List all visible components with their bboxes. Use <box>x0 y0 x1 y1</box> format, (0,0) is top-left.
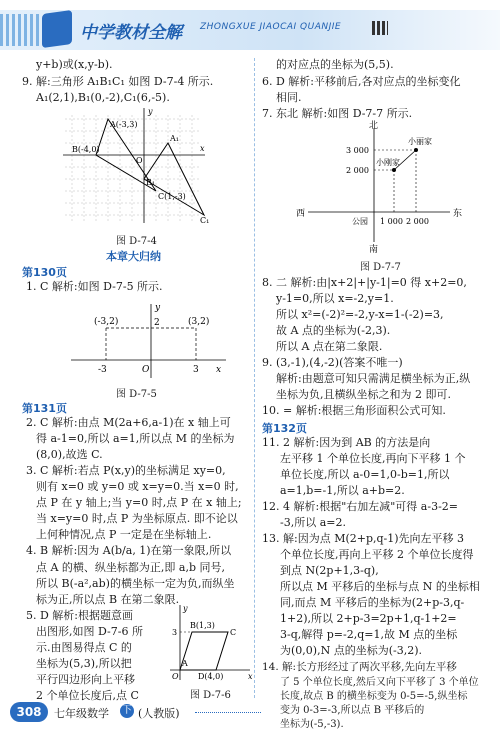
fig7-label-north: 北 <box>369 121 379 131</box>
left-q3-c: 点 P 在 y 轴上;当 y=0 时,点 P 在 x 轴上; <box>36 496 242 509</box>
header-stripes <box>0 14 40 46</box>
left-q5-c: 示.由图易得点 C 的 <box>36 641 132 654</box>
right-q14-a: 14. 解:长方形经过了两次平移,先向左平移 <box>262 661 457 673</box>
figure-d-7-6 <box>168 602 258 682</box>
fig7-point-xiaoli <box>414 148 418 152</box>
right-q8-d: 故 A 点的坐标为(-2,3). <box>276 324 391 337</box>
fig5-label-p2: (3,2) <box>188 317 210 327</box>
fig4-grid <box>65 115 200 223</box>
fig6-label-y: y <box>183 604 188 613</box>
left-q3-a: 3. C 解析:若点 P(x,y)的坐标满足 xy=0, <box>26 464 226 477</box>
right-q14-c: 长度,故点 B 的横坐标变为 0-5=-5,纵坐标 <box>280 691 468 702</box>
right-q9-b: 坐标为负,且横纵坐标之和为 2 即可. <box>276 388 451 401</box>
page-number-badge: 308 <box>10 702 48 722</box>
fig6-label-three: 3 <box>172 628 178 637</box>
left-q2-a: 2. C 解析:由点 M(2a+6,a-1)在 x 轴上可 <box>26 416 231 429</box>
fig4-label-c1: C₁ <box>200 216 210 225</box>
figure-d-7-6-caption: 图 D-7-6 <box>190 690 231 701</box>
left-q2-b: 得 a-1=0,所以 a=1,所以点 M 的坐标为 <box>36 432 235 445</box>
right-q6-b: 相同. <box>276 91 302 104</box>
left-q3-b: 则有 x=0 或 y=0 或 x=y=0.当 x=0 时, <box>36 480 239 493</box>
book-name: 七年级数学 <box>54 707 109 720</box>
brand-title: 中学教材全解 <box>80 23 182 43</box>
right-line-1: 的对应点的坐标为(5,5). <box>276 58 394 71</box>
fig4-label-b1: B₁ <box>146 178 156 187</box>
fig5-label-y: y <box>155 303 161 313</box>
fig7-label-xiaoli: 小丽家 <box>408 137 432 146</box>
right-q13-b: 个单位长度,再向上平移 2 个单位长度得 <box>280 548 474 561</box>
left-q3-d: 当 x=y=0 时,点 P 为坐标原点. 即不论以 <box>36 512 238 525</box>
fig7-label-x1000: 1 000 <box>380 217 403 226</box>
fig7-label-east: 东 <box>453 209 463 219</box>
fig4-label-a1: A₁ <box>170 134 179 143</box>
right-q7: 7. 东北 解析:如图 D-7-7 所示. <box>262 107 413 120</box>
figure-d-7-4 <box>60 105 210 225</box>
left-q5-b: 出图形,如图 D-7-6 所 <box>36 625 143 638</box>
fig7-label-west: 西 <box>296 209 306 219</box>
page-130-heading: 第130页 <box>22 266 67 279</box>
page-132-heading: 第132页 <box>262 422 307 435</box>
header-bars-icon <box>372 21 388 35</box>
right-q13-a: 13. 解:因为点 M(2+p,q-1)先向左平移 3 <box>262 532 465 545</box>
left-q3-e: 上何种情况,点 P 一定是在坐标轴上. <box>36 528 212 541</box>
volume-badge: 下 <box>122 705 132 716</box>
right-q10: 10. = 解析:根据三角形面积公式可知. <box>262 404 446 417</box>
left-q9: 9. 解:三角形 A₁B₁C₁ 如图 D-7-4 所示. <box>22 75 214 88</box>
fig6-label-d: D(4,0) <box>198 672 224 681</box>
fig4-label-o: O <box>136 156 143 165</box>
fig6-label-b: B(1,3) <box>190 621 215 630</box>
left-q9-coords: A₁(2,1),B₁(0,-2),C₁(6,-5). <box>36 91 170 104</box>
right-q8-b: y-1=0,所以 x=-2,y=1. <box>276 292 394 305</box>
right-q13-d: 所以点 M 平移后的坐标与点 N 的坐标相 <box>280 580 480 593</box>
right-q14-d: 变为 0-3=-3,所以点 B 平移后的 <box>280 705 425 716</box>
right-q9-a: 解析:由题意可知只需满足横坐标为正,纵 <box>276 372 471 385</box>
left-q4-c: 所以 B(-a²,ab)的横坐标一定为负,而纵坐 <box>36 577 235 590</box>
fig7-label-y2000: 2 000 <box>346 166 369 175</box>
right-q12-b: -3,所以 a=2. <box>280 516 346 529</box>
page-header <box>0 0 500 60</box>
fig4-label-x: x <box>200 144 205 153</box>
right-q8-e: 所以 A 点在第二象限. <box>276 340 383 353</box>
book-logo-icon <box>42 10 72 48</box>
right-q9: 9. (3,-1),(4,-2)(答案不唯一) <box>262 356 403 369</box>
brand-pinyin: ZHONGXUE JIAOCAI QUANJIE <box>200 22 342 32</box>
right-q14-b: 了 5 个单位长度,然后又向下平移了 3 个单位 <box>280 677 479 688</box>
right-q11-d: a=1,b=-1,所以 a+b=2. <box>280 484 405 497</box>
fig4-label-c: C(1,-3) <box>158 192 186 201</box>
right-q13-c: 到点 N(2p+1,3-q), <box>280 564 379 577</box>
right-q11-b: 左平移 1 个单位长度,再向下平移 1 个 <box>280 452 466 465</box>
fig5-label-three: 3 <box>193 365 199 375</box>
fig6-label-x: x <box>248 672 253 681</box>
right-q13-f: 1+2),所以 2+p-3=2p+1,q-1+2= <box>280 612 457 625</box>
fig5-label-two: 2 <box>154 318 160 328</box>
figure-d-7-7-caption: 图 D-7-7 <box>360 262 401 273</box>
left-q2-c: (8,0),故选 C. <box>36 448 103 461</box>
right-q12-a: 12. 4 解析:根据"右加左减"可得 a-3-2= <box>262 500 459 513</box>
right-q14-e: 坐标为(-5,-3). <box>280 719 344 730</box>
page-footer <box>0 700 500 745</box>
left-line-1: y+b)或(x,y-b). <box>36 58 113 71</box>
left-q5-d: 坐标为(5,3),所以把 <box>36 657 132 670</box>
right-q13-e: 同,而点 M 平移后的坐标为(2+p-3,q- <box>280 596 465 609</box>
left-q1: 1. C 解析:如图 D-7-5 所示. <box>26 280 163 293</box>
right-q13-h: 为(0,0),N 点的坐标为(-3,2). <box>280 644 422 657</box>
chapter-summary-heading: 本章大归纳 <box>106 250 161 263</box>
left-q5-e: 平行四边形向上平移 <box>36 673 135 686</box>
figure-d-7-4-caption: 图 D-7-4 <box>116 236 157 247</box>
fig7-label-park: 公园 <box>352 217 368 226</box>
right-q11-a: 11. 2 解析:因为到 AB 的方法是向 <box>262 436 431 449</box>
page-131-heading: 第131页 <box>22 402 67 415</box>
column-divider <box>254 58 255 698</box>
right-q13-g: 3-q,解得 p=-2,q=1,故 M 点的坐标 <box>280 628 458 641</box>
fig4-label-a: A(-3,3) <box>110 120 138 129</box>
figure-d-7-5 <box>66 300 236 380</box>
figure-d-7-5-caption: 图 D-7-5 <box>116 389 157 400</box>
fig5-label-x: x <box>216 365 222 375</box>
right-q11-c: 单位长度,所以 a-0=1,0-b=1,所以 <box>280 468 450 481</box>
fig5-label-o: O <box>142 365 150 375</box>
fig7-label-south: 南 <box>369 245 379 255</box>
fig6-label-a: A <box>182 659 188 668</box>
footer-dotted-line <box>195 712 261 713</box>
edition-label: (人教版) <box>138 707 180 720</box>
left-q5-f: 2 个单位长度后,点 C <box>36 689 139 702</box>
right-q8-c: 所以 x²=(-2)²=-2,y-x=1-(-2)=3, <box>276 308 444 321</box>
fig7-label-x2000: 2 000 <box>406 217 429 226</box>
left-q4-d: 标为正,所以点 B 在第二象限. <box>36 593 180 606</box>
fig7-point-xiaogang <box>392 168 396 172</box>
left-q5-a: 5. D 解析:根据题意画 <box>26 609 134 622</box>
fig7-label-y3000: 3 000 <box>346 146 369 155</box>
left-q4-a: 4. B 解析:因为 A(b/a, 1)在第一象限,所以 <box>26 544 232 557</box>
fig4-label-y: y <box>148 107 153 116</box>
right-q8-a: 8. 二 解析:由|x+2|+|y-1|=0 得 x+2=0, <box>262 276 467 289</box>
figure-d-7-7 <box>290 120 470 255</box>
fig6-label-o: O <box>172 672 179 681</box>
fig6-label-c: C <box>230 628 237 637</box>
fig7-label-xiaogang: 小刚家 <box>376 158 400 167</box>
left-q4-b: 点 A 的横、纵坐标都为正,即 a,b 同号, <box>36 561 226 574</box>
fig4-label-b: B(-4,0) <box>72 145 100 154</box>
fig5-label-m3: -3 <box>98 365 107 375</box>
fig5-label-p1: (-3,2) <box>94 317 119 327</box>
right-q6-a: 6. D 解析:平移前后,各对应点的坐标变化 <box>262 75 461 88</box>
